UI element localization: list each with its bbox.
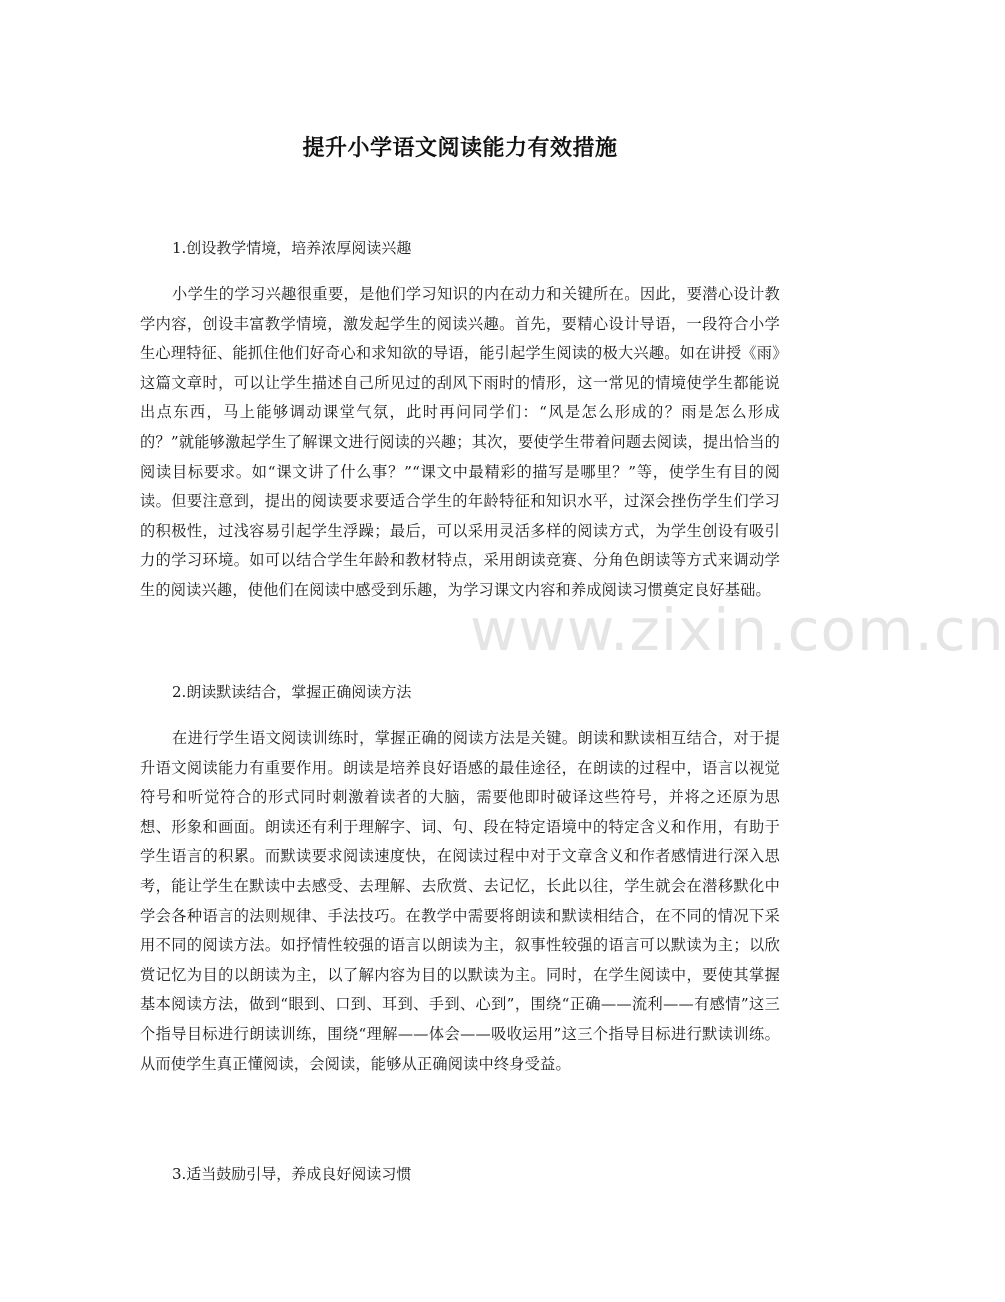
section-heading-1: 1.创设教学情境，培养浓厚阅读兴趣 — [172, 239, 412, 257]
section-heading-2: 2.朗读默读结合，掌握正确阅读方法 — [172, 683, 412, 701]
section-paragraph-2: 在进行学生语文阅读训练时，掌握正确的阅读方法是关键。朗读和默读相互结合，对于提升语文阅读能力有重要作用。朗读是培养良好语感的最佳途径，在朗读的过程中，语言以视觉符号和听觉符合的形式同时刺激着读者的大脑，需要他即时破译这些符号，并将之还原为思想、形象和画面。朗读还有利于理解字、词、句、段在特定语境中的特定含义和作用，有助于学生语言的积累。而默读要求阅读速度快，在阅读过程中对于文章含义和作者感情进行深入思考，能让学生在默读中去感受、去理解、去欣赏、去记忆，长此以往，学生就会在潜移默化中学会各种语言的法则规律、手法技巧。在教学中需要将朗读和默读相结合，在不同的情况下采用不同的阅读方法。如抒情性较强的语言以朗读为主，叙事性较强的语言可以默读为主；以欣赏记忆为目的以朗读为主，以了解内容为目的以默读为主。同时，在学生阅读中，要使其掌握基本阅读方法，做到“眼到、口到、耳到、手到、心到”，围绕“正确——流利——有感情”这三个指导目标进行朗读训练，围绕“理解——体会——吸收运用”这三个指导目标进行默读训练。从而使学生真正懂阅读，会阅读，能够从正确阅读中终身受益。 — [140, 729, 780, 1073]
watermark: www.zixin.com.cn — [470, 596, 1005, 664]
section-heading-3: 3.适当鼓励引导，养成良好阅读习惯 — [172, 1165, 412, 1183]
section-paragraph-1: 小学生的学习兴趣很重要，是他们学习知识的内在动力和关键所在。因此，要潜心设计教学内容，创设丰富教学情境，激发起学生的阅读兴趣。首先，要精心设计导语，一段符合小学生心理特征、能抓住他们好奇心和求知欲的导语，能引起学生阅读的极大兴趣。如在讲授《雨》这篇文章时，可以让学生描述自己所见过的刮风下雨时的情形，这一常见的情境使学生都能说出点东西，马上能够调动课堂气氛，此时再问同学们：“风是怎么形成的？雨是怎么形成的？”就能够激起学生了解课文进行阅读的兴趣；其次，要使学生带着问题去阅读，提出恰当的阅读目标要求。如“课文讲了什么事？”“课文中最精彩的描写是哪里？”等，使学生有目的阅读。但要注意到，提出的阅读要求要适合学生的年龄特征和知识水平，过深会挫伤学生们学习的积极性，过浅容易引起学生浮躁；最后，可以采用灵活多样的阅读方式，为学生创设有吸引力的学习环境。如可以结合学生年龄和教材特点，采用朗读竞赛、分角色朗读等方式来调动学生的阅读兴趣，使他们在阅读中感受到乐趣，为学习课文内容和养成阅读习惯奠定良好基础。 — [140, 285, 780, 599]
document-title: 提升小学语文阅读能力有效措施 — [302, 136, 618, 161]
